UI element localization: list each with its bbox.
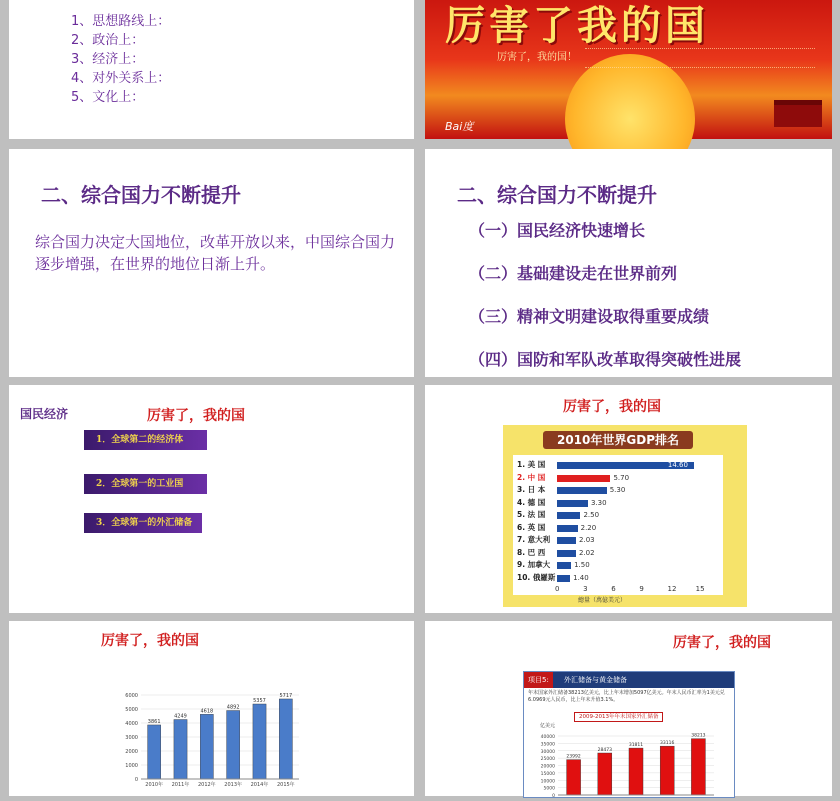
logo: Bai度 xyxy=(445,120,474,133)
category-label: 2. 中 国 xyxy=(517,472,546,482)
highlight-bar: 2．全球第一的工业国 xyxy=(84,474,207,494)
category-label: 2011年 xyxy=(171,782,190,788)
value-label: 38213 xyxy=(691,733,706,739)
value-label: 31811 xyxy=(628,743,644,749)
y-tick-label: 30000 xyxy=(540,749,555,755)
value-label: 23992 xyxy=(566,754,581,760)
y-axis-label: 亿美元 xyxy=(540,723,556,729)
category-label: 2014年 xyxy=(250,782,269,788)
chart-title: 2010年世界GDP排名 xyxy=(543,431,693,449)
y-tick-label: 5000 xyxy=(543,786,555,792)
category-label: 3. 日 本 xyxy=(517,485,546,494)
chart-title: 2009-2013年年末国家外汇储备 xyxy=(574,712,663,722)
gdp-chart-panel xyxy=(503,425,747,607)
value-label: 3861 xyxy=(147,718,161,725)
value-label: 3.30 xyxy=(590,498,607,507)
y-tick-label: 25000 xyxy=(540,757,555,763)
y-tick-label: 5000 xyxy=(125,707,138,713)
point-item: （一）国民经济快速增长 xyxy=(469,221,646,240)
slide-8[interactable] xyxy=(425,621,832,799)
y-tick-label: 20000 xyxy=(540,764,555,770)
highlight-bar: 3．全球第一的外汇储备 xyxy=(84,513,202,533)
banner-text-lines xyxy=(585,48,815,68)
category-label: 7. 意大利 xyxy=(517,535,551,544)
bar-chart xyxy=(524,728,734,797)
data-bar xyxy=(200,714,213,779)
value-label: 5.30 xyxy=(609,486,626,494)
category-label: 2015年 xyxy=(276,782,295,788)
value-label: 5.70 xyxy=(613,473,630,482)
x-tick-label: 12 xyxy=(667,585,677,593)
slide-heading: 厉害了，我的国 xyxy=(673,635,771,651)
panel-note: 年末国家外汇储备38213亿美元，比上年末增加5097亿美元。年末人民币汇率为1美元兑6.0969元人民币，比上年末升值3.1%。 xyxy=(528,690,725,703)
x-tick-label: 15 xyxy=(695,585,705,593)
outline-list xyxy=(71,12,170,107)
y-tick-label: 0 xyxy=(134,777,138,783)
category-label: 1. 美 国 xyxy=(517,460,546,469)
category-label: 8. 巴 西 xyxy=(517,547,546,557)
value-label: 4249 xyxy=(174,713,187,720)
x-tick-label: 0 xyxy=(555,585,560,593)
data-bar xyxy=(557,487,607,494)
value-label: 1.50 xyxy=(574,561,590,569)
banner-subtitle: 厉害了，我的国！ xyxy=(497,52,577,63)
data-bar xyxy=(148,725,161,779)
reserve-panel xyxy=(523,671,735,798)
value-label: 14.60 xyxy=(667,461,688,469)
data-bar xyxy=(557,525,578,532)
y-tick-label: 0 xyxy=(552,794,555,799)
slide-2[interactable] xyxy=(425,0,832,139)
category-label: 4. 德 国 xyxy=(517,497,546,507)
y-tick-label: 6000 xyxy=(125,693,138,699)
chart-svg xyxy=(524,728,734,797)
slide-6[interactable] xyxy=(425,385,832,613)
point-item: （三）精神文明建设取得重要成绩 xyxy=(469,307,710,326)
data-bar xyxy=(691,739,705,795)
data-bar xyxy=(557,550,576,557)
y-tick-label: 2000 xyxy=(125,749,138,755)
panel-title: 外汇储备与黄金储备 xyxy=(564,676,627,684)
slide-heading: 厉害了，我的国 xyxy=(101,633,199,649)
category-label: 2012年 xyxy=(197,782,216,788)
data-bar xyxy=(557,575,570,582)
data-bar xyxy=(253,704,266,779)
x-tick-label: 9 xyxy=(639,585,644,593)
x-axis-label: 總量（萬億美元） xyxy=(578,597,627,604)
category-label: 5. 法 国 xyxy=(517,510,546,519)
value-label: 2.03 xyxy=(579,536,595,544)
point-item: （四）国防和军队改革取得突破性进展 xyxy=(469,350,742,369)
slide-4[interactable] xyxy=(425,149,832,377)
slide-heading: 厉害了，我的国 xyxy=(563,399,661,415)
y-tick-label: 35000 xyxy=(540,742,555,748)
data-bar xyxy=(227,711,240,779)
category-label: 9. 加拿大 xyxy=(517,560,551,569)
y-tick-label: 15000 xyxy=(540,771,555,777)
slide-5[interactable] xyxy=(9,385,414,613)
y-tick-label: 10000 xyxy=(540,779,555,785)
value-label: 1.40 xyxy=(573,573,589,582)
bar-chart xyxy=(109,689,309,789)
value-label: 4892 xyxy=(226,704,240,711)
outline-item: 3、经济上： xyxy=(71,52,145,67)
value-label: 5717 xyxy=(279,692,293,699)
slide-title: 二、综合国力不断提升 xyxy=(457,183,657,207)
slide-body: 综合国力决定大国地位，改革开放以来，中国综合国力逐步增强，在世界的地位日渐上升。 xyxy=(35,233,396,273)
category-label: 2010年 xyxy=(145,782,164,788)
y-tick-label: 40000 xyxy=(540,735,555,740)
slide-7[interactable] xyxy=(9,621,414,796)
data-bar xyxy=(174,720,187,779)
slide-3[interactable] xyxy=(9,149,414,377)
value-label: 28473 xyxy=(597,748,612,754)
banner-title: 厉害了我的国 xyxy=(445,2,709,49)
slide-1[interactable] xyxy=(9,0,414,139)
outline-item: 2、政治上： xyxy=(71,33,145,48)
y-tick-label: 3000 xyxy=(125,735,138,741)
panel-tag: 项目5: xyxy=(524,672,553,688)
value-label: 33116 xyxy=(660,741,675,747)
data-bar xyxy=(557,475,610,482)
category-label: 6. 英 国 xyxy=(517,522,546,532)
y-tick-label: 1000 xyxy=(125,763,138,769)
data-bar xyxy=(598,753,612,795)
outline-item: 5、文化上： xyxy=(71,90,145,105)
x-tick-label: 6 xyxy=(611,585,616,593)
slide-title: 二、综合国力不断提升 xyxy=(41,183,241,207)
outline-item: 1、思想路线上： xyxy=(71,14,171,29)
value-label: 5357 xyxy=(253,698,266,705)
slide-heading: 厉害了，我的国 xyxy=(147,408,245,424)
outline-item: 4、对外关系上： xyxy=(71,71,171,86)
data-bar xyxy=(567,760,581,795)
x-tick-label: 3 xyxy=(583,585,588,593)
gdp-plot xyxy=(513,455,723,595)
data-bar xyxy=(557,537,576,544)
chart-svg xyxy=(109,689,309,789)
gate-silhouette-icon xyxy=(774,100,822,127)
data-bar xyxy=(660,746,674,795)
data-bar xyxy=(279,699,292,779)
data-bar xyxy=(557,500,588,507)
value-label: 4618 xyxy=(200,708,214,715)
point-item: （二）基础建设走在世界前列 xyxy=(469,264,678,283)
data-bar xyxy=(557,512,580,519)
y-tick-label: 4000 xyxy=(125,721,138,727)
category-label: 10. 俄羅斯 xyxy=(517,572,556,582)
value-label: 2.20 xyxy=(580,523,597,532)
value-label: 2.50 xyxy=(583,511,600,519)
data-bar xyxy=(629,748,643,795)
data-bar xyxy=(557,562,571,569)
category-label: 2013年 xyxy=(224,782,243,788)
panel-header xyxy=(524,672,734,688)
side-label: 国民经济 xyxy=(20,407,69,421)
highlight-bar: 1．全球第二的经济体 xyxy=(84,430,207,450)
value-label: 2.02 xyxy=(578,548,595,557)
